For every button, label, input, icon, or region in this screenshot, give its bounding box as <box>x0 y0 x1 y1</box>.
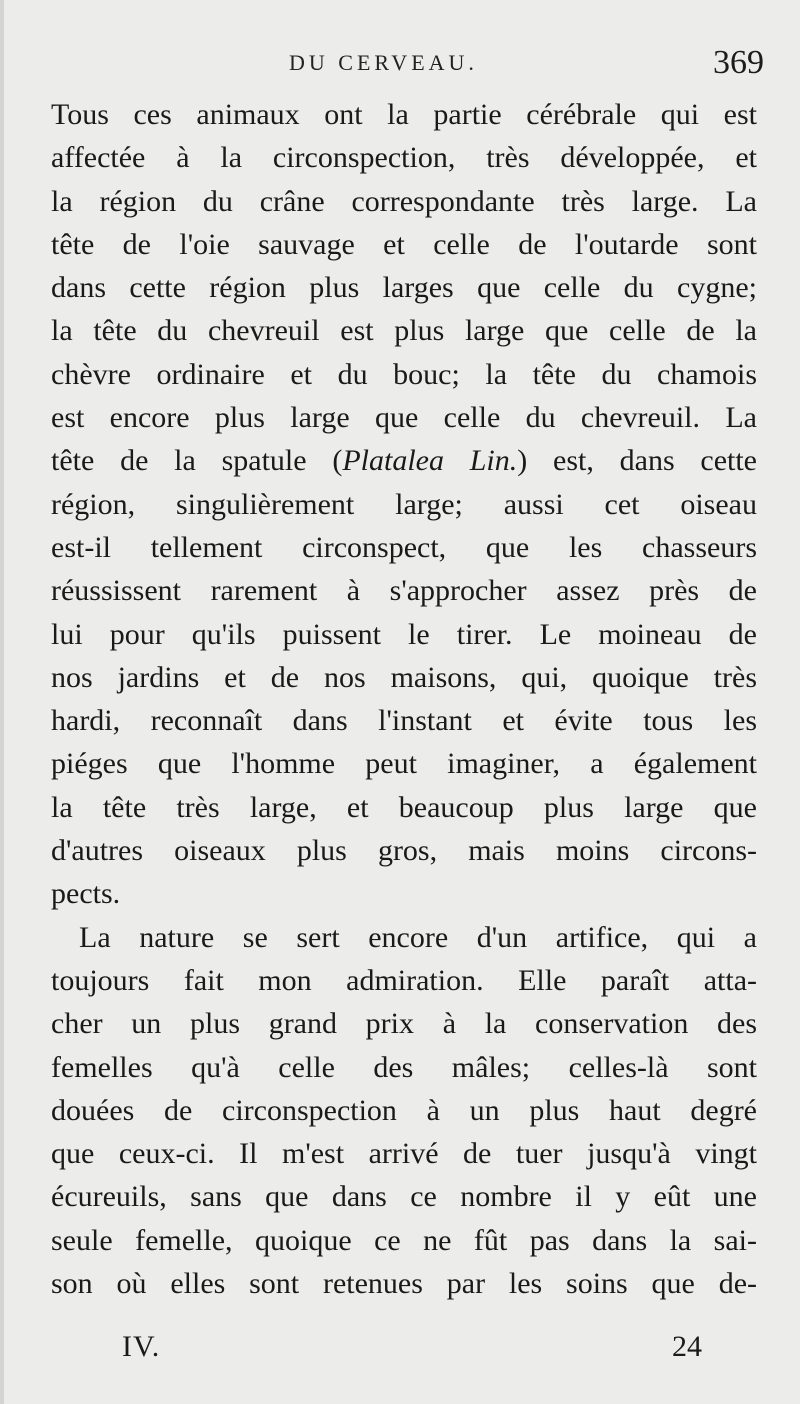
text-line: La nature se sert encore d'un artifice, qui a <box>79 920 757 954</box>
text-line: la région du crâne correspondante très large. La <box>51 184 757 218</box>
page-footer <box>4 1330 800 1370</box>
species-name: Platalea Lin. <box>342 444 518 478</box>
text-line: est encore plus large que celle du chevreuil. La <box>51 401 757 435</box>
sheet-number: 24 <box>672 1330 702 1363</box>
text-line: la tête du chevreuil est plus large que celle de la <box>51 314 757 348</box>
text-line: tête de la spatule (Platalea Lin.) est, dans cette <box>51 444 758 478</box>
text-line: chèvre ordinaire et du bouc; la tête du chamois <box>51 357 757 391</box>
text-line: région, singulièrement large; aussi cet oiseau <box>51 487 757 521</box>
page-number: 369 <box>713 44 764 81</box>
text-line: toujours fait mon admiration. Elle paraît atta- <box>51 963 757 997</box>
text-line: dans cette région plus larges que celle du cygne; <box>51 271 757 305</box>
running-title: DU CERVEAU. <box>289 50 478 75</box>
text-line: piéges que l'homme peut imaginer, a également <box>51 747 757 781</box>
text-line: lui pour qu'ils puissent le tirer. Le moineau de <box>51 617 757 651</box>
text-line: d'autres oiseaux plus gros, mais moins circons- <box>51 834 757 868</box>
text-line: réussissent rarement à s'approcher assez près de <box>51 574 757 608</box>
text-line: que ceux-ci. Il m'est arrivé de tuer jusqu'à vingt <box>51 1137 757 1171</box>
text-line: est-il tellement circonspect, que les chasseurs <box>51 530 757 564</box>
body-text <box>51 93 757 1305</box>
signature-mark: IV. <box>122 1330 161 1363</box>
text-line: Tous ces animaux ont la partie cérébrale qui est <box>51 98 757 131</box>
text-line: pects. <box>51 877 121 911</box>
text-line: cher un plus grand prix à la conservation des <box>51 1007 757 1041</box>
text-line: la tête très large, et beaucoup plus large que <box>51 790 757 824</box>
text-line: son où elles sont retenues par les soins que de- <box>51 1267 757 1301</box>
text-line: hardi, reconnaît dans l'instant et évite tous les <box>51 704 757 738</box>
text-line: tête de l'oie sauvage et celle de l'outarde sont <box>51 227 757 261</box>
text-line: femelles qu'à celle des mâles; celles-là sont <box>51 1050 757 1084</box>
text-line: douées de circonspection à un plus haut degré <box>51 1093 757 1127</box>
text-line: affectée à la circonspection, très développée, et <box>51 141 757 175</box>
text-line: nos jardins et de nos maisons, qui, quoique très <box>51 660 757 694</box>
text-line: écureuils, sans que dans ce nombre il y eût une <box>51 1180 757 1214</box>
running-head <box>4 44 800 90</box>
text-line: seule femelle, quoique ce ne fût pas dans la sai- <box>51 1223 757 1257</box>
